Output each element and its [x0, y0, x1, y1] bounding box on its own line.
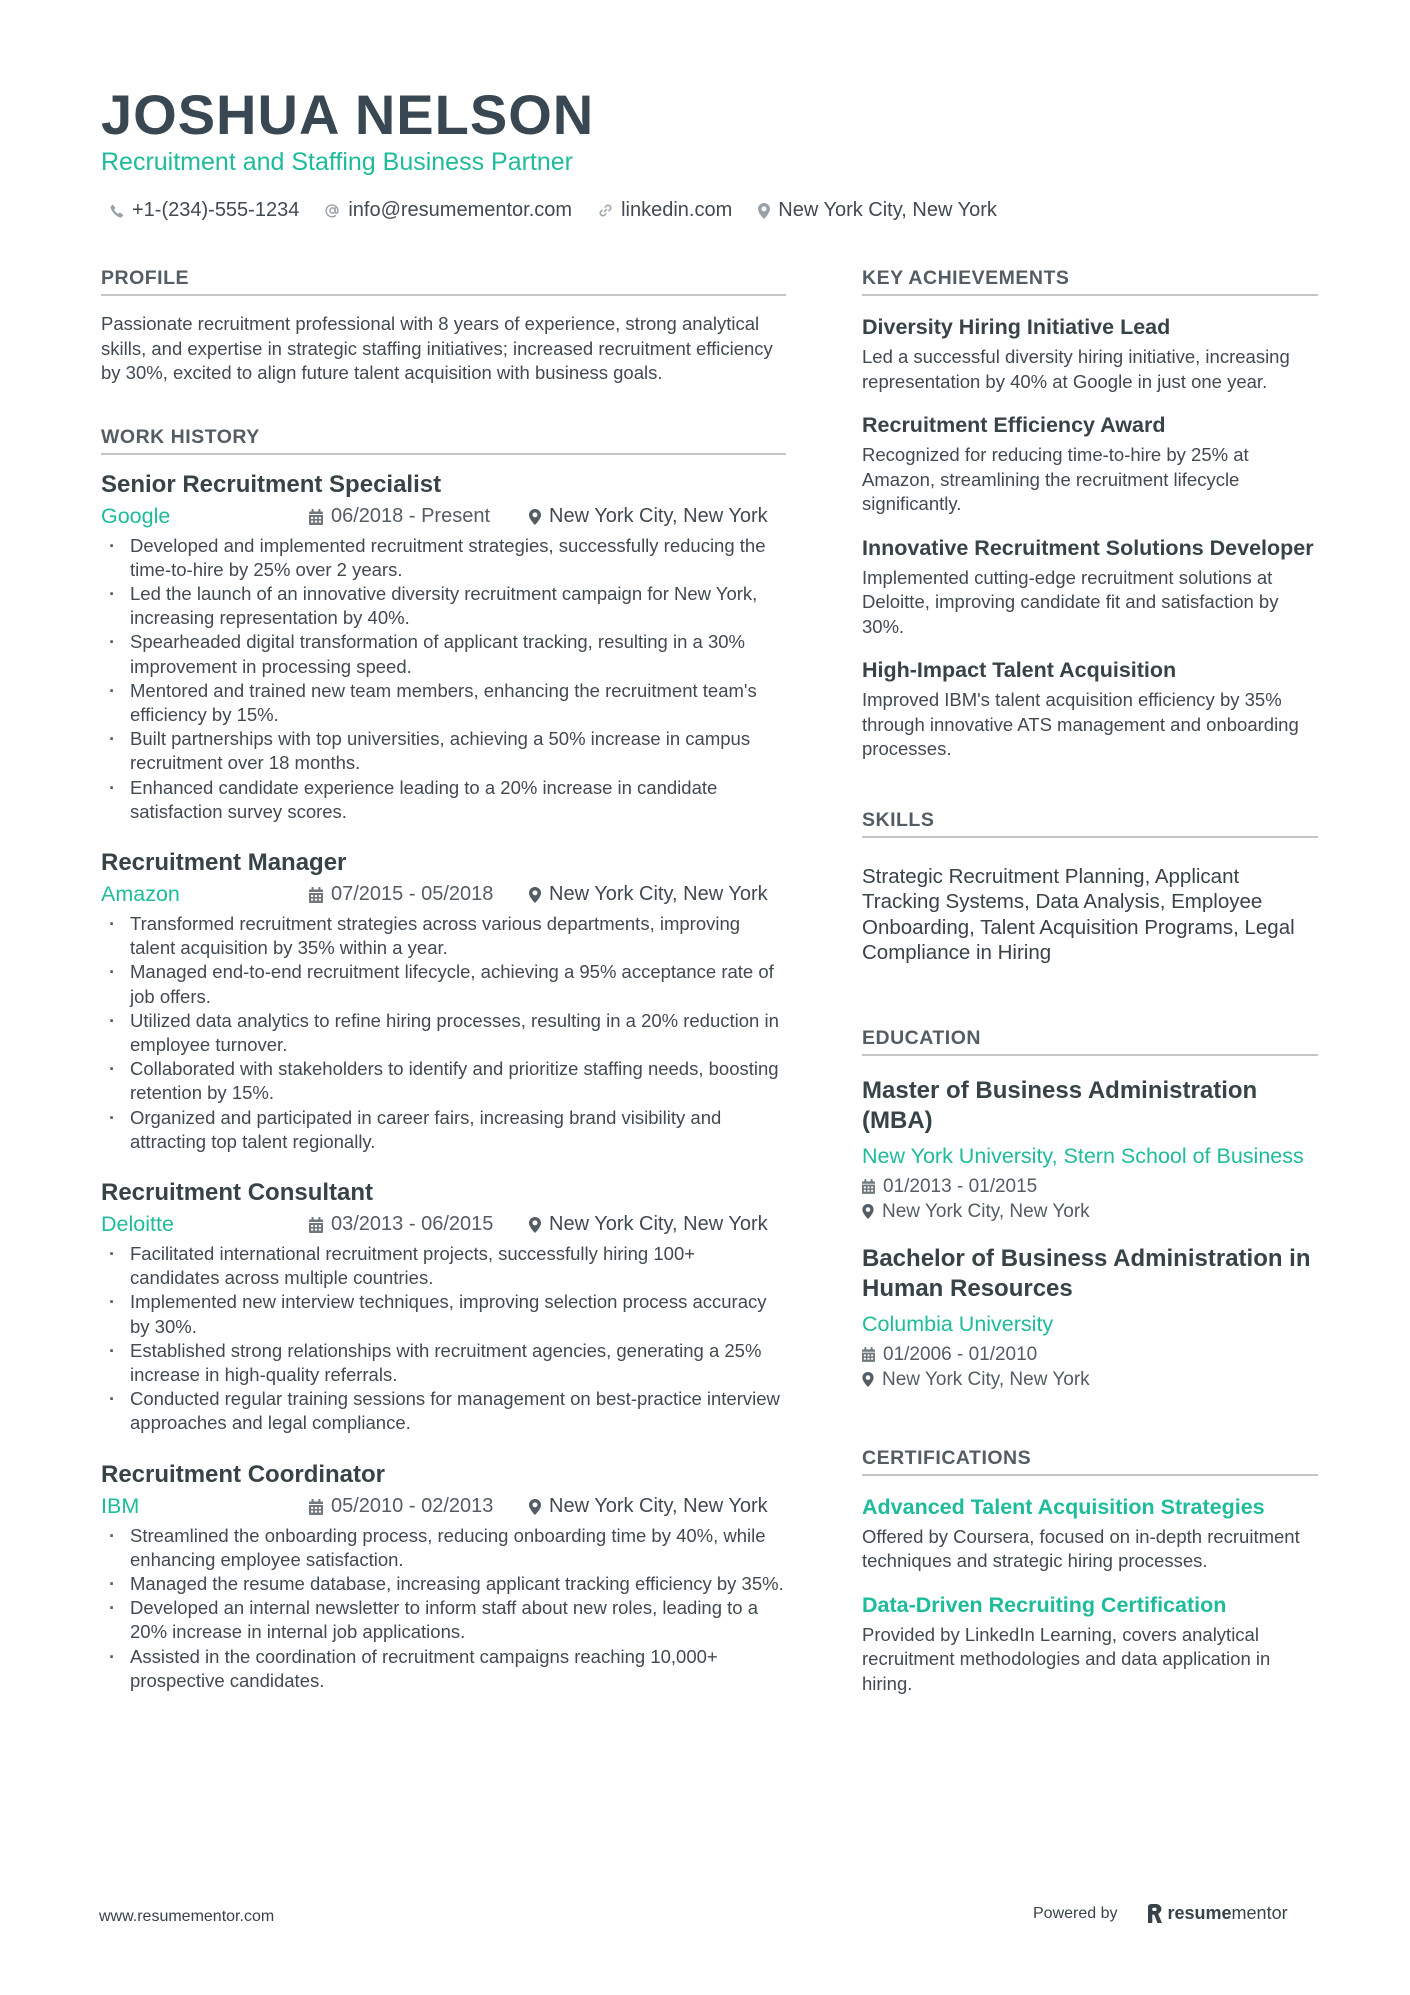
job-bullet: · Managed the resume database, increasing applicant tracking efficiency by 35%. — [101, 1572, 786, 1596]
job-bullets — [101, 534, 786, 824]
education-heading: EDUCATION — [862, 1026, 1318, 1056]
at-sign-icon — [325, 203, 340, 218]
education-section — [862, 1026, 1318, 1392]
achievement-item — [862, 657, 1318, 762]
education-location — [862, 1367, 1318, 1392]
job-meta — [101, 878, 786, 912]
certification-desc: Provided by LinkedIn Learning, covers analytical recruitment methodologies and data application in hiring. — [862, 1623, 1271, 1694]
job-dates — [309, 505, 529, 528]
certification-title: Advanced Talent Acquisition Strategies — [862, 1494, 1265, 1519]
job-meta — [101, 500, 786, 534]
job-bullet: · Led the launch of an innovative diversity recruitment campaign for New York, increasing representation by 40%. — [101, 582, 786, 630]
job-bullet: · Managed end-to-end recruitment lifecycle, achieving a 95% acceptance rate of job offers. — [101, 960, 786, 1008]
job-title: Recruitment Consultant — [101, 1178, 374, 1206]
brand-name-bold: resume — [1167, 1903, 1232, 1923]
education-dates-text: 01/2006 - 01/2010 — [883, 1343, 1038, 1365]
achievement-desc: Led a successful diversity hiring initiative, increasing representation by 40% at Google in just one year. — [862, 346, 1290, 392]
job-location — [529, 1495, 768, 1518]
footer-website[interactable]: www.resumementor.com — [99, 1908, 275, 1925]
contact-location-text: New York City, New York — [778, 199, 997, 221]
contact-location — [758, 199, 997, 222]
map-pin-icon — [862, 1204, 874, 1219]
achievement-title: Diversity Hiring Initiative Lead — [862, 315, 1171, 339]
job-dates-text: 05/2010 - 02/2013 — [331, 1495, 494, 1518]
job-dates — [309, 1495, 529, 1518]
candidate-name: JOSHUA NELSON — [101, 83, 595, 146]
skills-heading: SKILLS — [862, 808, 1318, 838]
profile-text: Passionate recruitment professional with 8 years of experience, strong analytical skills, and expertise in strategic staffing initiatives; increased recruitment efficiency by 30%, excited to align future talent acquisition with business goals. — [101, 313, 773, 383]
certification-item — [862, 1494, 1318, 1574]
certifications-heading: CERTIFICATIONS — [862, 1446, 1318, 1476]
skills-text: Strategic Recruitment Planning, Applicant Tracking Systems, Data Analysis, Employee Onboarding, Talent Acquisition Programs, Legal Compliance in Hiring — [862, 864, 1295, 964]
job-meta — [101, 1208, 786, 1242]
contact-row — [110, 199, 1023, 222]
map-pin-icon — [529, 1217, 541, 1233]
certification-item — [862, 1592, 1318, 1697]
job-meta — [101, 1490, 786, 1524]
job-company: IBM — [101, 1494, 140, 1519]
achievement-title: Innovative Recruitment Solutions Developer — [862, 535, 1314, 560]
phone-icon — [110, 204, 124, 218]
powered-by-label: Powered by — [1033, 1904, 1118, 1922]
education-school: New York University, Stern School of Business — [862, 1143, 1304, 1168]
education-dates — [862, 1342, 1318, 1367]
job-entry — [101, 1178, 786, 1436]
education-location-text: New York City, New York — [882, 1368, 1090, 1390]
job-bullet: · Mentored and trained new team members, enhancing the recruitment team's efficiency by 15%. — [101, 679, 786, 727]
candidate-role: Recruitment and Staffing Business Partner — [101, 148, 574, 176]
education-item — [862, 1244, 1318, 1392]
job-bullet: · Conducted regular training sessions for management on best-practice interview approaches and legal compliance. — [101, 1387, 786, 1435]
job-location — [529, 883, 768, 906]
achievement-title: Recruitment Efficiency Award — [862, 413, 1166, 437]
map-pin-icon — [862, 1372, 874, 1387]
job-company: Amazon — [101, 882, 180, 907]
achievement-item — [862, 314, 1318, 394]
key-achievements-heading: KEY ACHIEVEMENTS — [862, 266, 1318, 296]
map-pin-icon — [529, 509, 541, 525]
job-bullet: · Facilitated international recruitment projects, successfully hiring 100+ candidates across multiple countries. — [101, 1242, 786, 1290]
contact-email[interactable] — [325, 199, 572, 222]
education-degree: Master of Business Administration (MBA) — [862, 1076, 1258, 1134]
job-bullet: · Enhanced candidate experience leading to a 20% increase in candidate satisfaction survey scores. — [101, 776, 786, 824]
job-bullets — [101, 912, 786, 1154]
achievement-item — [862, 535, 1318, 640]
job-title: Recruitment Manager — [101, 848, 347, 876]
achievement-title: High-Impact Talent Acquisition — [862, 658, 1177, 682]
job-bullet: · Implemented new interview techniques, improving selection process accuracy by 30%. — [101, 1290, 786, 1338]
map-pin-icon — [529, 1499, 541, 1515]
job-bullet: · Built partnerships with top universities, achieving a 50% increase in campus recruitment over 18 months. — [101, 727, 786, 775]
calendar-icon — [309, 1499, 323, 1515]
education-location-text: New York City, New York — [882, 1200, 1090, 1222]
right-column — [862, 266, 1318, 1696]
certifications-section — [862, 1446, 1318, 1697]
calendar-icon — [309, 887, 323, 903]
job-title: Recruitment Coordinator — [101, 1460, 386, 1488]
job-dates-text: 07/2015 - 05/2018 — [331, 883, 494, 906]
job-location-text: New York City, New York — [549, 1213, 768, 1236]
education-school: Columbia University — [862, 1311, 1054, 1336]
job-bullet: · Established strong relationships with recruitment agencies, generating a 25% increase in high-quality referrals. — [101, 1339, 786, 1387]
certification-title: Data-Driven Recruiting Certification — [862, 1592, 1227, 1617]
job-bullet: · Assisted in the coordination of recruitment campaigns reaching 10,000+ prospective candidates. — [101, 1645, 786, 1693]
map-pin-icon — [758, 203, 770, 219]
education-degree: Bachelor of Business Administration in Human Resources — [862, 1244, 1311, 1302]
calendar-icon — [309, 1217, 323, 1233]
job-bullet: · Developed an internal newsletter to inform staff about new roles, leading to a 20% increase in internal job applications. — [101, 1596, 786, 1644]
job-bullet: · Collaborated with stakeholders to identify and prioritize staffing needs, boosting retention by 15%. — [101, 1057, 786, 1105]
job-bullets — [101, 1524, 786, 1693]
job-bullet: · Organized and participated in career fairs, increasing brand visibility and attracting top talent regionally. — [101, 1106, 786, 1154]
job-dates — [309, 883, 529, 906]
work-history-heading: WORK HISTORY — [101, 425, 786, 455]
calendar-icon — [309, 509, 323, 525]
resumementor-logo-icon — [1148, 1904, 1162, 1923]
job-location-text: New York City, New York — [549, 505, 768, 527]
education-dates-text: 01/2013 - 01/2015 — [883, 1175, 1038, 1197]
key-achievements-section — [862, 266, 1318, 762]
job-bullets — [101, 1242, 786, 1436]
job-location-text: New York City, New York — [549, 1495, 768, 1518]
job-entry — [101, 470, 786, 824]
calendar-icon — [862, 1347, 875, 1362]
education-dates — [862, 1174, 1318, 1199]
contact-linkedin-text: linkedin.com — [621, 199, 733, 221]
map-pin-icon — [529, 887, 541, 903]
contact-phone-text: +1-(234)-555-1234 — [132, 199, 300, 221]
resumementor-logo[interactable] — [1148, 1903, 1288, 1924]
job-location-text: New York City, New York — [549, 883, 768, 906]
education-location — [862, 1199, 1318, 1224]
job-company: Deloitte — [101, 1212, 174, 1237]
job-entry — [101, 1460, 786, 1693]
job-title: Senior Recruitment Specialist — [101, 470, 442, 498]
job-location — [529, 505, 768, 528]
job-company: Google — [101, 504, 171, 528]
job-dates-text: 06/2018 - Present — [331, 505, 490, 527]
achievement-item — [862, 412, 1318, 517]
job-bullet: · Spearheaded digital transformation of applicant tracking, resulting in a 30% improvement in processing speed. — [101, 630, 786, 678]
achievement-desc: Implemented cutting-edge recruitment solutions at Deloitte, improving candidate fit and satisfaction by 30%. — [862, 566, 1279, 637]
job-dates-text: 03/2013 - 06/2015 — [331, 1213, 494, 1236]
left-column — [101, 266, 786, 1693]
link-icon — [598, 203, 613, 218]
job-bullet: · Streamlined the onboarding process, reducing onboarding time by 40%, while enhancing employee satisfaction. — [101, 1524, 786, 1572]
job-entry — [101, 848, 786, 1154]
calendar-icon — [862, 1179, 875, 1194]
certification-desc: Offered by Coursera, focused on in-depth recruitment techniques and strategic hiring processes. — [862, 1525, 1300, 1571]
contact-email-text: info@resumementor.com — [348, 199, 573, 221]
work-history-section — [101, 425, 786, 1694]
achievement-desc: Improved IBM's talent acquisition efficiency by 35% through innovative ATS management and onboarding processes. — [862, 689, 1299, 759]
profile-section — [101, 266, 786, 386]
contact-linkedin[interactable] — [598, 199, 732, 222]
achievement-desc: Recognized for reducing time-to-hire by 25% at Amazon, streamlining the recruitment lifecycle significantly. — [862, 444, 1249, 514]
contact-phone[interactable] — [110, 199, 299, 222]
brand-name-light: mentor — [1231, 1903, 1288, 1923]
profile-heading: PROFILE — [101, 266, 786, 296]
job-bullet: · Developed and implemented recruitment strategies, successfully reducing the time-to-hire by 25% over 2 years. — [101, 534, 786, 582]
job-bullet: · Utilized data analytics to refine hiring processes, resulting in a 20% reduction in employee turnover. — [101, 1009, 786, 1057]
skills-section — [862, 808, 1318, 966]
job-dates — [309, 1213, 529, 1236]
job-location — [529, 1213, 768, 1236]
job-bullet: · Transformed recruitment strategies across various departments, improving talent acquisition by 35% within a year. — [101, 912, 786, 960]
education-item — [862, 1076, 1318, 1224]
footer-powered-by — [1033, 1903, 1288, 1924]
